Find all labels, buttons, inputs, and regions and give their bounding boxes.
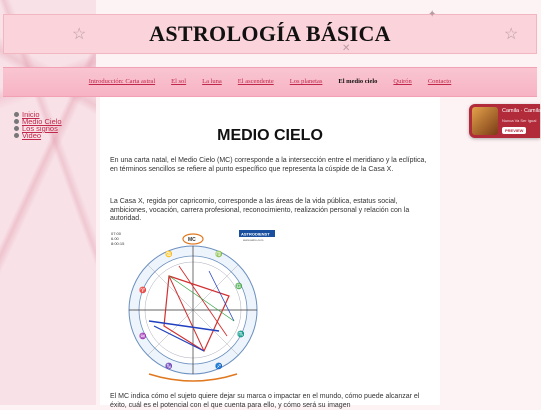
natal-chart-image — [109, 226, 279, 385]
preview-button[interactable]: PREVIEW — [502, 127, 526, 134]
nav-item-medio-cielo[interactable]: El medio cielo — [338, 78, 378, 85]
paragraph-casa-x: La Casa X, regida por capricornio, corresponde a las áreas de la vida pública, estatus social, ambiciones, vocación, carrera profesional, reconocimiento, realización personal y relación con la autoridad. — [110, 198, 410, 223]
zodiac-glyph-icon: ♍ — [215, 252, 223, 258]
star-icon: ☆ — [72, 26, 87, 43]
page-title: MEDIO CIELO — [217, 127, 323, 144]
star-icon: ✦ — [428, 9, 437, 20]
site-header — [3, 9, 537, 54]
zodiac-glyph-icon: ♎ — [235, 284, 243, 290]
zodiac-glyph-icon: ♐ — [215, 364, 223, 370]
nav-item-quiron[interactable]: Quirón — [393, 78, 412, 85]
natal-chart-svg — [109, 226, 279, 385]
zodiac-glyph-icon: ♈ — [139, 288, 147, 294]
nav-item-la-luna[interactable]: La luna — [202, 78, 222, 85]
album-thumbnail — [472, 107, 498, 135]
chart-text-zone: 6.00 — [111, 236, 119, 241]
chart-brand: ASTRODIENST — [241, 231, 270, 237]
sidebar-item-video[interactable]: Video — [14, 132, 62, 139]
nav-item-contacto[interactable]: Contacto — [427, 78, 452, 85]
widget-subtitle: Nunca Va Ser Igual — [502, 118, 537, 123]
paragraph-mc-meaning: El MC indica cómo el sujeto quiere dejar su marca o impactar en el mundo, cómo puede alcanzar el éxito, cuál es el potencial con el que cuenta para ello, y cómo será su imagen — [110, 393, 420, 409]
sidebar-item-medio-cielo[interactable]: Medio Cielo — [14, 118, 62, 125]
mc-label: MC — [188, 237, 196, 243]
bullet-icon — [14, 112, 19, 117]
chart-text-time: 07:00 — [111, 231, 122, 236]
nav-item-carta-astral[interactable]: Introducción: Carta astral — [88, 78, 156, 85]
marble-background — [0, 0, 96, 405]
zodiac-glyph-icon: ♒ — [139, 334, 147, 340]
sidebar-item-los-signos[interactable]: Los signos — [14, 125, 62, 132]
music-player-widget[interactable] — [469, 104, 540, 138]
sidebar-menu — [14, 111, 62, 139]
main-content — [100, 97, 440, 409]
zodiac-glyph-icon: ♋ — [165, 252, 173, 258]
star-icon: ✕ — [342, 43, 351, 54]
sidebar-item-inicio[interactable]: Inicio — [14, 111, 62, 118]
nav-item-los-planetas[interactable]: Los planetas — [289, 78, 323, 85]
site-title: ASTROLOGÍA BÁSICA — [149, 21, 391, 46]
nav-item-el-sol[interactable]: El sol — [171, 78, 187, 85]
star-icon: ☆ — [504, 26, 519, 43]
zodiac-glyph-icon: ♏ — [237, 332, 245, 338]
paragraph-intro: En una carta natal, el Medio Cielo (MC) corresponde a la intersección entre el meridiano y la eclíptica, en términos sencillos se refiere al punto específico que representa la cúspide de la Casa X. — [110, 157, 427, 173]
widget-title: Camila · Camila — [502, 108, 541, 114]
chart-text-sidereal: 8:00:15 — [111, 241, 125, 246]
bullet-icon — [14, 126, 19, 131]
chart-brand-url: www.astro.com — [243, 238, 264, 242]
nav-item-el-ascendente[interactable]: El ascendente — [237, 78, 274, 85]
bullet-icon — [14, 119, 19, 124]
ic-marker-arc — [149, 374, 237, 381]
main-navigation — [3, 67, 537, 97]
zodiac-glyph-icon: ♑ — [165, 364, 173, 370]
bullet-icon — [14, 133, 19, 138]
